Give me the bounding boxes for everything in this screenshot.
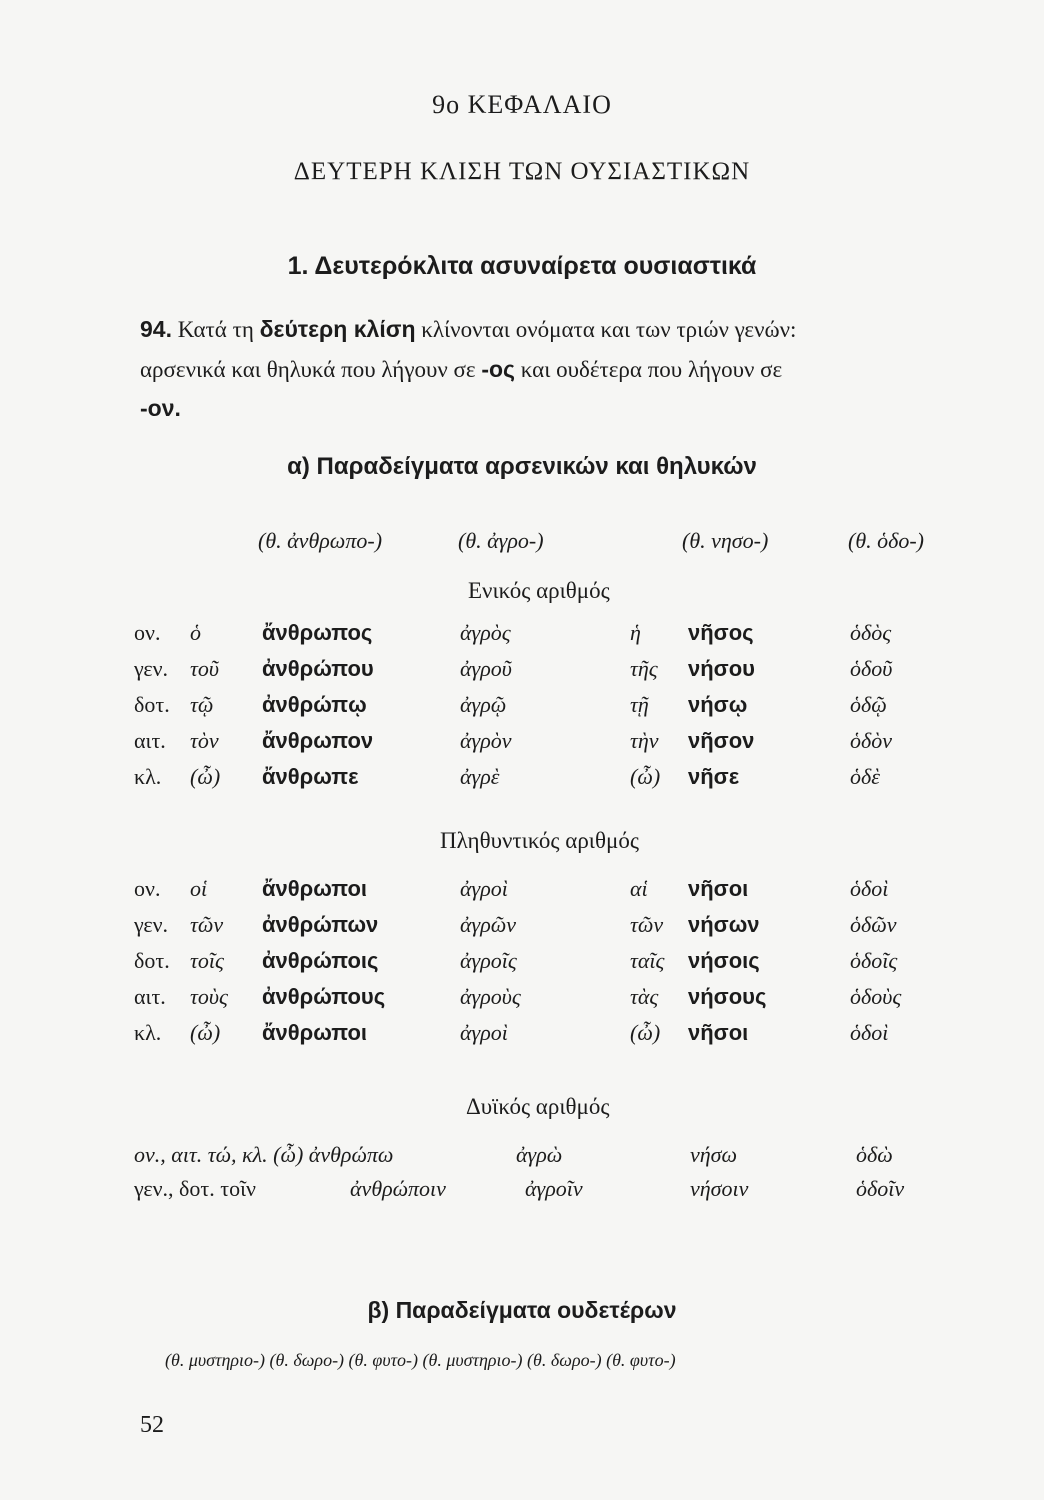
noun-hodos: ὁδοῦ [850,656,893,681]
case-label: ον. [134,876,161,901]
dual-cell: ἀγροῖν [525,1176,583,1201]
case-label: γεν. [134,656,169,681]
stem-label: (θ. ἀνθρωπο-) [258,528,383,553]
dual-row-2-label: γεν., δοτ. τοῖν [134,1176,256,1201]
chapter-heading: 9ο ΚΕΦΑΛΑΙΟ [432,90,612,119]
noun-agros: ἀγροὶ [460,876,508,901]
dual-cell: ἀνθρώποιν [350,1176,446,1201]
paragraph-line-1 [140,316,990,343]
noun-nesos: νῆσον [688,728,755,753]
noun-anthropos: ἄνθρωποι [262,876,368,901]
case-label: ον. [134,620,161,645]
stem-label: (θ. νησο-) [682,528,769,553]
term-bold: δεύτερη κλίση [259,316,416,342]
case-label: δοτ. [134,948,170,973]
noun-anthropos: ἄνθρωπος [262,620,373,645]
case-label: αιτ. [134,984,166,1009]
noun-hodos: ὁδῷ [850,692,887,717]
noun-nesos: νήσων [688,912,760,937]
dual-cell: ὁδὼ [856,1142,893,1167]
paragraph-line-2 [140,356,990,383]
noun-anthropos: ἀνθρώπους [262,984,386,1009]
noun-anthropos: ἄνθρωποι [262,1020,368,1045]
case-label: αιτ. [134,728,166,753]
noun-nesos: νῆσοι [688,1020,749,1045]
noun-anthropos: ἀνθρώπῳ [262,692,367,717]
case-label: δοτ. [134,692,170,717]
plural-heading: Πληθυντικός αριθμός [440,828,639,853]
case-label: κλ. [134,1020,162,1045]
text-span: και ουδέτερα που λήγουν σε [515,357,783,382]
subheading-b: β) Παραδείγματα ουδετέρων [367,1297,677,1323]
dual-cell: ἀγρὼ [516,1142,563,1167]
noun-anthropos: ἄνθρωπε [262,764,359,789]
noun-anthropos: ἀνθρώπων [262,912,379,937]
noun-hodos: ὁδοὺς [850,984,902,1009]
neuter-stems: (θ. μυστηριο-) (θ. δωρο-) (θ. φυτο-) (θ. μυστηριο-) (θ. δωρο-) (θ. φυτο-) [165,1350,676,1370]
article: ὁ [190,620,201,645]
noun-hodos: ὁδὸν [850,728,892,753]
paragraph-number: 94. [140,316,172,342]
dual-heading: Δυϊκός αριθμός [466,1094,610,1119]
noun-nesos: νήσοις [688,948,760,973]
article: οἱ [190,876,208,901]
article: τῷ [190,692,214,717]
case-label: γεν. [134,912,169,937]
dual-row-1-label: ον., αιτ. τώ, κλ. (ὦ) ἀνθρώπω [134,1142,394,1167]
noun-hodos: ὁδοῖς [850,948,898,973]
section-heading: 1. Δευτερόκλιτα ασυναίρετα ουσιαστικά [287,252,757,280]
dual-cell: ὁδοῖν [856,1176,905,1201]
noun-nesos: νήσῳ [688,692,748,717]
noun-hodos: ὁδῶν [850,912,897,937]
singular-heading: Ενικός αριθμός [468,578,610,603]
noun-nesos: νῆσε [688,764,740,789]
text-span: κλίνονται ονόματα και των τριών γενών: [415,317,797,342]
dual-cell: νήσω [690,1142,738,1167]
stem-label: (θ. ἀγρο-) [458,528,544,553]
dual-cell: νήσοιν [690,1176,749,1201]
noun-agros: ἀγρὸν [460,728,512,753]
paragraph-line-3: -ον. [140,395,181,421]
article: τοῖς [190,948,224,973]
stem-label: (θ. ὁδο-) [848,528,925,553]
ending-bold: -ος [481,356,515,382]
noun-nesos: νῆσος [688,620,754,645]
chapter-title: ΔΕΥΤΕΡΗ ΚΛΙΣΗ ΤΩΝ ΟΥΣΙΑΣΤΙΚΩΝ [293,158,751,185]
article: τῶν [630,912,664,937]
article: (ὦ) [630,1020,661,1045]
article: τὸν [190,728,219,753]
article: ἡ [630,620,641,645]
article: τῆς [630,656,658,681]
article: τοὺς [190,984,228,1009]
noun-agros: ἀγρῷ [460,692,507,717]
article: τὴν [630,728,659,753]
noun-agros: ἀγροὺς [460,984,521,1009]
article: τῶν [190,912,224,937]
text-span: Κατά τη [171,317,260,342]
case-label: κλ. [134,764,162,789]
article: αἱ [630,876,648,901]
noun-agros: ἀγρὸς [460,620,511,645]
noun-hodos: ὁδὸς [850,620,892,645]
article: τῇ [630,692,649,717]
article: τοῦ [190,656,219,681]
article: (ὦ) [630,764,661,789]
article: (ὦ) [190,764,221,789]
noun-nesos: νήσους [688,984,767,1009]
noun-anthropos: ἀνθρώπου [262,656,374,681]
noun-nesos: νῆσοι [688,876,749,901]
noun-anthropos: ἄνθρωπον [262,728,374,753]
noun-nesos: νήσου [688,656,755,681]
article: ταῖς [630,948,665,973]
article: τὰς [630,984,659,1009]
noun-hodos: ὁδοὶ [850,876,889,901]
noun-agros: ἀγρὲ [460,764,500,789]
subheading-a: α) Παραδείγματα αρσενικών και θηλυκών [287,453,757,480]
page-number: 52 [140,1412,164,1438]
noun-agros: ἀγρῶν [460,912,517,937]
noun-agros: ἀγροῦ [460,656,512,681]
noun-hodos: ὁδοὶ [850,1020,889,1045]
noun-anthropos: ἀνθρώποις [262,948,379,973]
noun-agros: ἀγροῖς [460,948,517,973]
article: (ὦ) [190,1020,221,1045]
text-span: αρσενικά και θηλυκά που λήγουν σε [140,357,482,382]
noun-agros: ἀγροὶ [460,1020,508,1045]
noun-hodos: ὁδὲ [850,764,880,789]
